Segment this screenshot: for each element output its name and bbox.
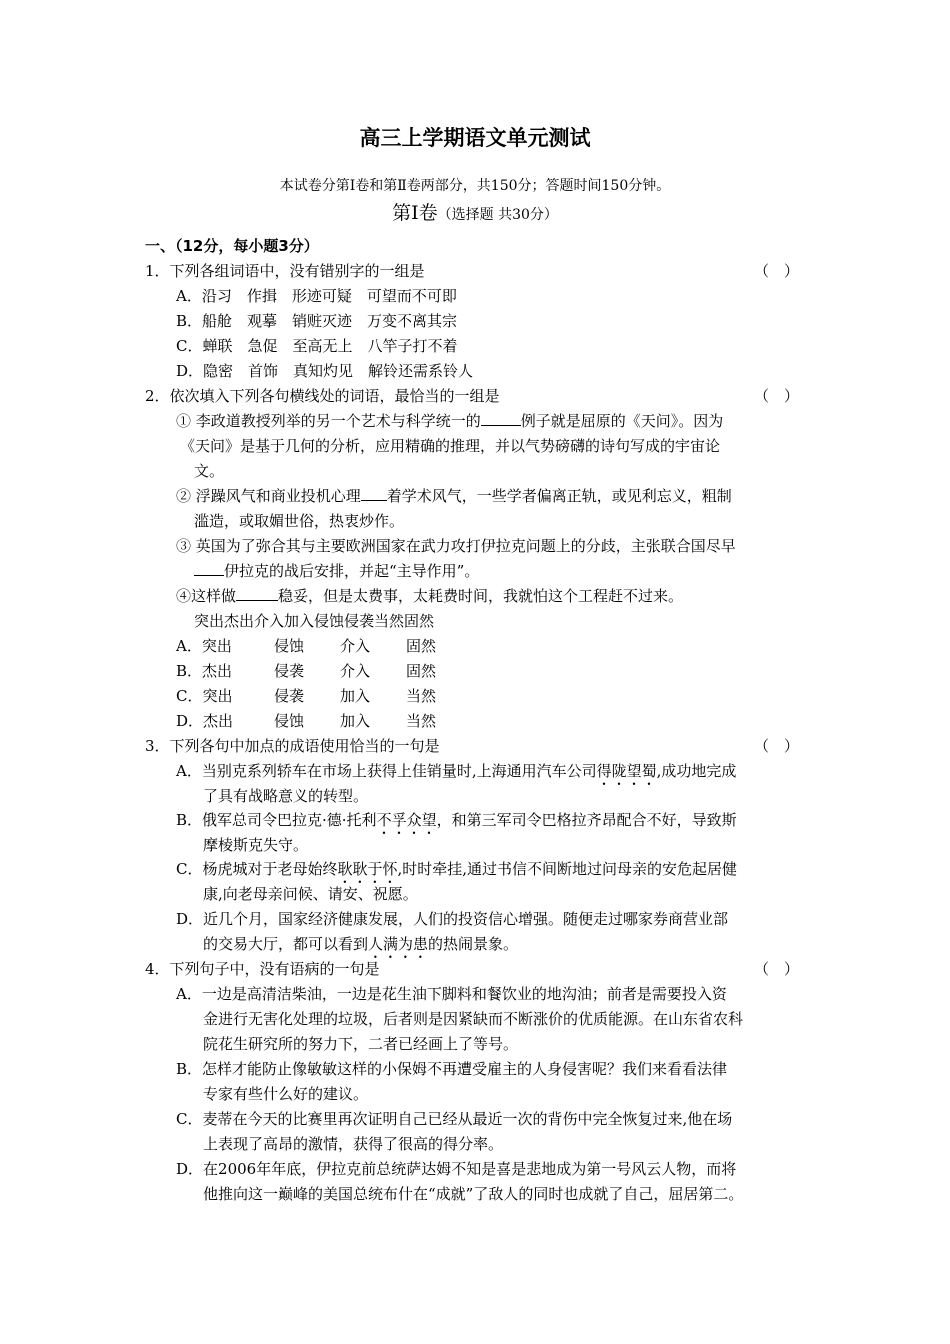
q2-option-word: 侵蚀 (274, 712, 305, 730)
q2-option-b (176, 661, 436, 681)
q3-option-a (176, 761, 736, 789)
q2-option-word: D．杰出 (176, 712, 234, 730)
q3-option-c (176, 859, 737, 887)
q3-a-text: ,成功地完成 (656, 762, 737, 780)
q2-stem: 2．依次填入下列各句横线处的词语，最恰当的一组是 (145, 387, 500, 405)
fill-blank (236, 586, 278, 601)
q3-d-text: 的交易大厅，都可以看到 (203, 935, 369, 953)
q4-option-c: C．麦蒂在今天的比赛里再次证明自己已经从最近一次的背伤中完全恢复过来,他在场 (176, 1110, 733, 1128)
q3-option-b (176, 810, 737, 838)
exam-intro: 本试卷分第Ⅰ卷和第Ⅱ卷两部分，共150分；答题时间150分钟。 (279, 178, 671, 194)
q2-sentence-3: ③ 英国为了弥合其与主要欧洲国家在武力攻打伊拉克问题上的分歧，主张联合国尽早 (176, 537, 736, 555)
q3-a-idiom: 得陇望蜀 (596, 762, 657, 780)
q4-option-a-line-3: 院花生研究所的努力下，二者已经画上了等号。 (203, 1035, 519, 1053)
q3-option-d-line-2 (203, 934, 518, 962)
q2-s1-text: ① 李政道教授列举的另一个艺术与科学统一的 (176, 412, 481, 430)
q2-s3-text: 伊拉克的战后安排，并起“主导作用”。 (224, 562, 480, 580)
page-title: 高三上学期语文单元测试 (359, 126, 591, 150)
q2-option-word: 介入 (340, 637, 371, 655)
q3-a-text: A．当别克系列轿车在市场上获得上佳销量时,上海通用汽车公司 (176, 762, 597, 780)
q2-option-word: 固然 (406, 662, 437, 680)
q2-sentence-4 (176, 586, 683, 606)
q1-option-a: A．沿习 作揖 形迹可疑 可望而不可即 (176, 287, 457, 305)
q2-s1-line-2: 《天问》是基于几何的分析，应用精确的推理，并以气势磅礴的诗句写成的宇宙论 (180, 437, 721, 455)
q3-b-text: B．俄军总司令巴拉克·德·托利 (176, 811, 377, 829)
q2-option-word: 侵袭 (274, 687, 305, 705)
q3-b-text: ，和第三军司令巴格拉齐昂配合不好，导致斯 (436, 811, 737, 829)
q2-word-bank: 突出杰出介入加入侵蚀侵袭当然固然 (194, 612, 435, 630)
part-subtitle: （选择题 共30分） (437, 207, 558, 223)
q2-option-word: C．突出 (176, 687, 233, 705)
q2-option-word: 固然 (406, 637, 437, 655)
q1-option-c: C．蝉联 急促 至高无上 八竿子打不着 (176, 337, 458, 355)
q2-option-word: 侵蚀 (274, 637, 305, 655)
q2-sentence-1 (176, 411, 723, 431)
q2-option-word: B．杰出 (176, 662, 233, 680)
q2-option-word: 加入 (340, 712, 371, 730)
q4-option-c-line-2: 上表现了高昂的激情，获得了很高的得分率。 (203, 1135, 504, 1153)
q3-option-b-line-2: 摩棱斯克失守。 (203, 836, 309, 854)
q3-d-idiom: 人满为患 (368, 935, 429, 953)
q3-b-idiom: 不孚众望 (376, 811, 437, 829)
q3-option-c-line-2: 康,向老母亲问候、请安、祝愿。 (203, 885, 418, 903)
q4-stem: 4．下列句子中，没有语病的一句是 (145, 960, 380, 978)
q3-stem: 3．下列各句中加点的成语使用恰当的一句是 (145, 737, 440, 755)
q1-option-d: D．隐密 首饰 真知灼见 解铃还需系铃人 (176, 362, 474, 380)
q3-d-text: 的热闹景象。 (428, 935, 519, 953)
q2-s2-text: 着学术风气，一些学者偏离正轨，或见利忘义，粗制 (386, 487, 732, 505)
q4-option-d: D．在2006年年底，伊拉克前总统萨达姆不知是喜是悲地成为第一号风云人物，而将 (176, 1160, 737, 1178)
q1-answer-paren: （ ） (754, 262, 800, 280)
q2-s2-text: ② 浮躁风气和商业投机心理 (176, 487, 361, 505)
q3-option-a-line-2: 了具有战略意义的转型。 (203, 787, 369, 805)
q2-option-word: 侵袭 (274, 662, 305, 680)
q2-option-word: 介入 (340, 662, 371, 680)
q2-s4-text: ④这样做 (176, 587, 237, 605)
q2-s4-text: 稳妥，但是太费事，太耗费时间，我就怕这个工程赶不过来。 (278, 587, 684, 605)
q2-option-a (176, 636, 436, 656)
section-heading: 一、（12分，每小题3分） (145, 237, 319, 255)
q3-c-text: C．杨虎城对于老母始终 (176, 860, 338, 878)
q2-option-word: A．突出 (176, 637, 232, 655)
q1-option-b: B．船舱 观摹 销赃灭迹 万变不离其宗 (176, 312, 458, 330)
q4-option-d-line-2: 他推向这一巅峰的美国总统布什在“成就”了敌人的同时也成就了自己，屈居第二。 (203, 1185, 744, 1203)
q2-option-word: 当然 (406, 712, 437, 730)
q3-c-idiom: 耿耿于怀 (337, 860, 398, 878)
part-title: 第Ⅰ卷 (392, 202, 438, 224)
q2-option-word: 当然 (406, 687, 437, 705)
q4-option-a: A．一边是高清洁柴油，一边是花生油下脚料和餐饮业的地沟油；前者是需要投入资 (176, 985, 727, 1003)
fill-blank (194, 561, 224, 576)
q2-s1-text: 例子就是屈原的《天问》。因为 (520, 412, 724, 430)
q2-s1-line-3: 文。 (194, 462, 225, 480)
q4-option-b: B．怎样才能防止像敏敏这样的小保姆不再遭受雇主的人身侵害呢？我们来看看法律 (176, 1060, 728, 1078)
q4-answer-paren: （ ） (754, 960, 800, 978)
fill-blank (361, 486, 387, 501)
q2-sentence-2 (176, 486, 732, 506)
q2-option-c (176, 686, 436, 706)
q4-option-b-line-2: 专家有些什么好的建议。 (203, 1085, 369, 1103)
fill-blank (481, 411, 521, 426)
q3-c-text: ,时时牵挂,通过书信不间断地过问母亲的安危起居健 (397, 860, 738, 878)
part-heading (0, 200, 950, 228)
q1-stem: 1．下列各组词语中，没有错别字的一组是 (145, 262, 425, 280)
q2-answer-paren: （ ） (754, 387, 800, 405)
q3-answer-paren: （ ） (754, 737, 800, 755)
q3-option-d: D．近几个月，国家经济健康发展，人们的投资信心增强。随便走过哪家券商营业部 (176, 910, 729, 928)
q2-s3-line-2 (194, 561, 479, 581)
q2-option-word: 加入 (340, 687, 371, 705)
q2-option-d (176, 711, 436, 731)
q4-option-a-line-2: 金进行无害化处理的垃圾，后者则是因紧缺而不断涨价的优质能源。在山东省农科 (203, 1010, 744, 1028)
q2-s2-line-2: 滥造，或取媚世俗，热衷炒作。 (194, 512, 405, 530)
